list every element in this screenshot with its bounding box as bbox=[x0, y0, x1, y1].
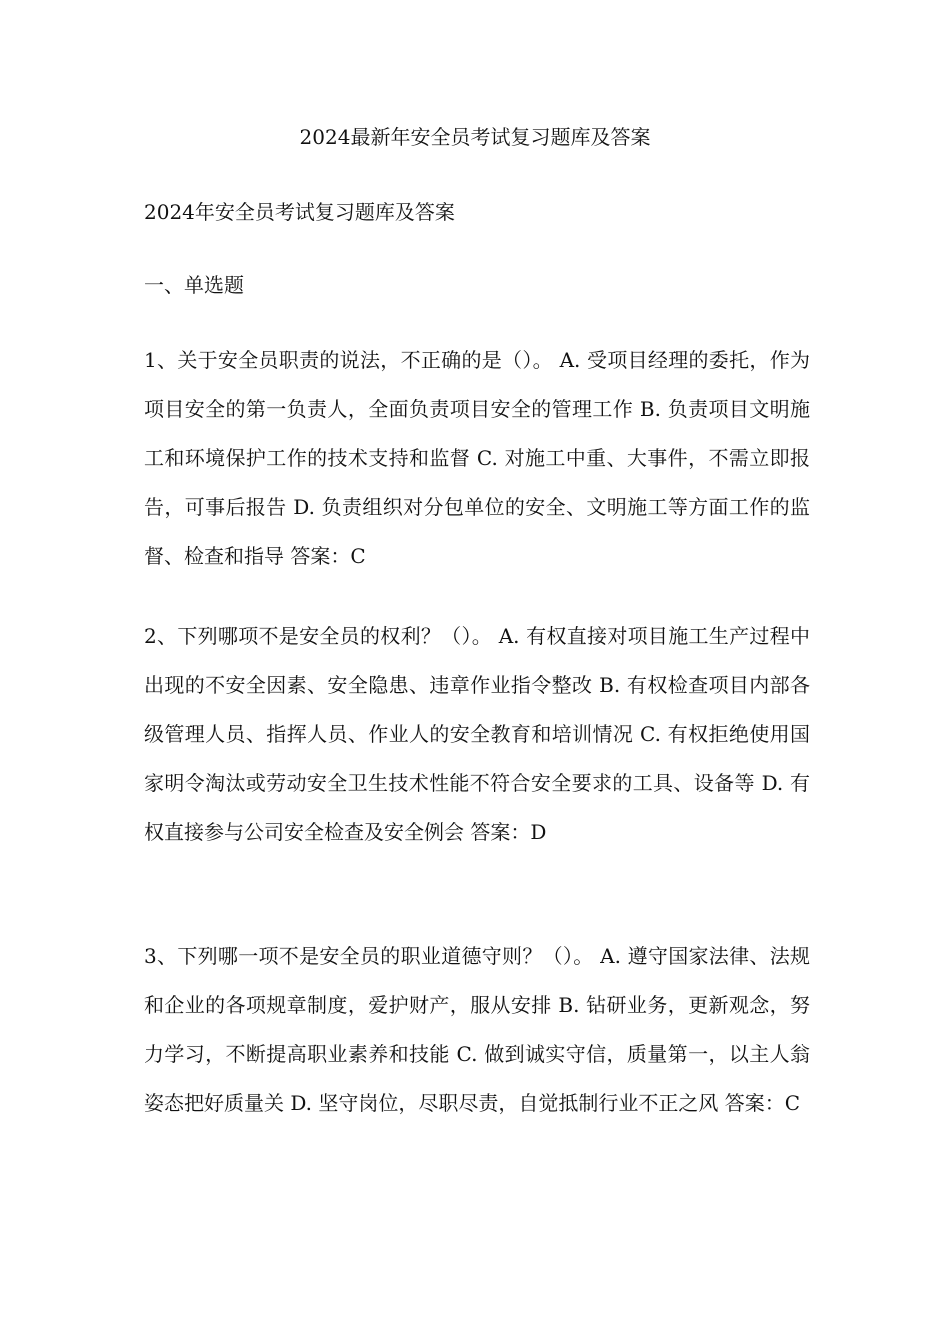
question-3: 3、下列哪一项不是安全员的职业道德守则？（）。 A. 遵守国家法律、法规和企业的各项规章制度，爱护财产，服从安排 B. 钻研业务，更新观念，努力学习，不断提高职业素养和技能 C. 做到诚实守信，质量第一，以主人翁姿态把好质量关 D. 坚守岗位，尽职尽责，自觉抵制行业不正之风 答案：C bbox=[144, 944, 810, 1115]
document-title: 2024最新年安全员考试复习题库及答案 bbox=[299, 125, 651, 149]
section-heading: 一、单选题 bbox=[144, 273, 244, 297]
question-2: 2、下列哪项不是安全员的权利？（）。 A. 有权直接对项目施工生产过程中出现的不安全因素、安全隐患、违章作业指令整改 B. 有权检查项目内部各级管理人员、指挥人员、作业人的安全教育和培训情况 C. 有权拒绝使用国家明令淘汰或劳动安全卫生技术性能不符合安全要求的工具、设备等 D. 有权直接参与公司安全检查及安全例会 答案：D bbox=[144, 624, 810, 844]
question-1: 1、关于安全员职责的说法，不正确的是（）。 A. 受项目经理的委托，作为项目安全的第一负责人，全面负责项目安全的管理工作 B. 负责项目文明施工和环境保护工作的技术支持和监督 C. 对施工中重、大事件，不需立即报告，可事后报告 D. 负责组织对分包单位的安全、文明施工等方面工作的监督、检查和指导 答案：C bbox=[144, 348, 810, 568]
document-subtitle: 2024年安全员考试复习题库及答案 bbox=[144, 200, 455, 224]
